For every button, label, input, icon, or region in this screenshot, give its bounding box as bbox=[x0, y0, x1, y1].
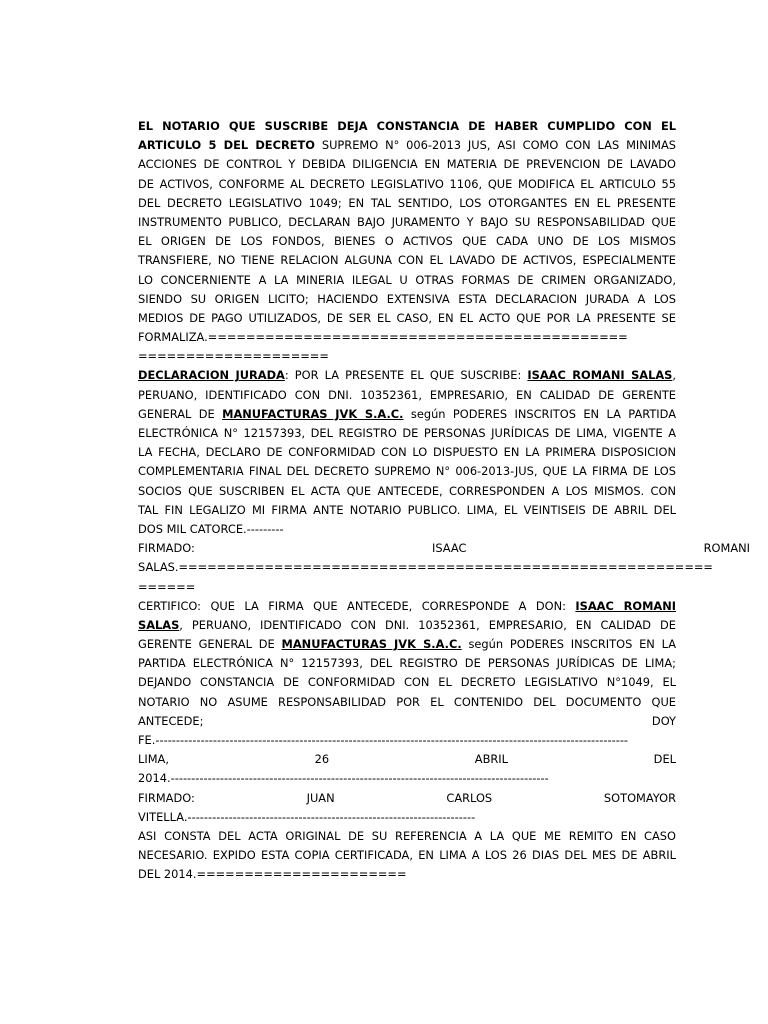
document-line bbox=[138, 635, 676, 654]
document-line bbox=[138, 616, 676, 635]
line-text: , PERUANO, IDENTIFICADO CON DNI. 10352361, EMPRESARIO, EN CALIDAD DE bbox=[179, 617, 676, 632]
line-text: GERENTE GENERAL DE bbox=[138, 637, 282, 652]
document-body bbox=[138, 117, 750, 885]
line-text: ASI CONSTA DEL ACTA ORIGINAL DE SU REFERENCIA A LA QUE ME REMITO EN CASO bbox=[138, 828, 676, 843]
line-text: , bbox=[672, 368, 676, 383]
document-line bbox=[138, 808, 676, 827]
line-text: TRANSFIERE, NO TIENE RELACION ALGUNA CON EL LAVADO DE ACTIVOS, ESPECIALMENTE bbox=[138, 253, 676, 268]
document-line bbox=[138, 597, 676, 616]
line-text: SALAS.======================================================== bbox=[138, 560, 713, 575]
emphasized-text: MANUFACTURAS JVK S.A.C. bbox=[281, 637, 462, 652]
document-line bbox=[138, 194, 676, 213]
line-text: DOS MIL CATORCE.--------- bbox=[138, 521, 284, 536]
line-text: 2014.-------------------------------------------------------------------------------------------- bbox=[138, 771, 549, 786]
line-text: MEDIOS DE PAGO UTILIZADOS, DE SER EL CASO, EN EL ACTO QUE POR LA PRESENTE SE bbox=[138, 310, 676, 325]
line-text: EL ORIGEN DE LOS FONDOS, BIENES O ACTIVOS QUE CADA UNO DE LOS MISMOS bbox=[138, 234, 676, 249]
emphasized-text: ISAAC ROMANI bbox=[575, 598, 676, 613]
document-line bbox=[138, 789, 676, 808]
line-text: ====== bbox=[138, 579, 196, 594]
document-line bbox=[138, 520, 676, 539]
document-line bbox=[138, 405, 676, 424]
document-line bbox=[138, 175, 676, 194]
line-text: ANTECEDE; DOY bbox=[138, 713, 676, 728]
line-text: ELECTRÓNICA N° 12157393, DEL REGISTRO DE PERSONAS JURÍDICAS DE LIMA, VIGENTE A bbox=[138, 426, 676, 440]
document-line bbox=[138, 558, 750, 577]
line-text: FE.------------------------------------------------------------------------------------------------------------------- bbox=[138, 733, 629, 747]
line-text: según PODERES INSCRITOS EN LA PARTIDA bbox=[403, 406, 676, 421]
document-line bbox=[138, 117, 676, 136]
line-text: SOCIOS QUE SUSCRIBEN EL ACTA QUE ANTECEDE, CORRESPONDEN A LOS MISMOS. CON bbox=[138, 483, 676, 498]
line-text: NECESARIO. EXPIDO ESTA COPIA CERTIFICADA, EN LIMA A LOS 26 DIAS DEL MES DE ABRIL bbox=[138, 848, 676, 863]
line-text: VITELLA.---------------------------------------------------------------------- bbox=[138, 809, 476, 824]
line-text: FIRMADO: JUAN CARLOS SOTOMAYOR bbox=[138, 790, 676, 805]
line-text: LA FECHA, DECLARO DE CONFORMIDAD CON LO DISPUESTO EN LA PRIMERA DISPOSICION bbox=[138, 445, 676, 460]
line-text: ==================== bbox=[138, 349, 329, 364]
document-line bbox=[138, 443, 676, 462]
emphasized-text: ISAAC ROMANI SALAS bbox=[527, 368, 673, 383]
line-text: SIENDO SU ORIGEN LICITO; HACIENDO EXTENSIVA ESTA DECLARACION JURADA A LOS bbox=[138, 291, 676, 306]
document-line bbox=[138, 712, 676, 731]
document-line bbox=[138, 328, 676, 347]
document-line bbox=[138, 462, 676, 481]
document-line bbox=[138, 213, 676, 232]
document-line bbox=[138, 290, 676, 309]
bold-text: ARTICULO 5 DEL DECRETO bbox=[138, 138, 315, 153]
line-text: TAL FIN LEGALIZO MI FIRMA ANTE NOTARIO PUBLICO. LIMA, EL VEINTISEIS DE ABRIL DEL bbox=[138, 502, 676, 517]
document-line bbox=[138, 654, 676, 673]
line-text: INSTRUMENTO PUBLICO, DECLARAN BAJO JURAMENTO Y BAJO SU RESPONSABILIDAD QUE bbox=[138, 214, 676, 229]
document-line bbox=[138, 271, 676, 290]
document-line bbox=[138, 673, 676, 692]
document-line bbox=[138, 865, 676, 884]
line-text: DEL 2014.====================== bbox=[138, 867, 407, 882]
line-text: LO CONCERNIENTE A LA MINERIA ILEGAL U OTRAS FORMAS DE CRIMEN ORGANIZADO, bbox=[138, 272, 676, 287]
line-text: SUPREMO N° 006-2013 JUS, ASI COMO CON LAS MINIMAS bbox=[314, 138, 676, 153]
bold-text: EL NOTARIO QUE SUSCRIBE DEJA CONSTANCIA DE HABER CUMPLIDO CON EL bbox=[138, 119, 676, 133]
emphasized-text: MANUFACTURAS JVK S.A.C. bbox=[222, 406, 404, 421]
document-line bbox=[138, 769, 676, 788]
emphasized-text: SALAS bbox=[138, 617, 180, 632]
line-text: según PODERES INSCRITOS EN LA bbox=[461, 637, 677, 652]
emphasized-text: DECLARACION JURADA bbox=[138, 368, 285, 383]
document-line bbox=[138, 309, 676, 328]
line-text: CERTIFICO: QUE LA FIRMA QUE ANTECEDE, CORRESPONDE A DON: bbox=[138, 598, 576, 613]
document-line bbox=[138, 750, 676, 769]
line-text: NOTARIO NO ASUME RESPONSABILIDAD POR EL CONTENIDO DEL DOCUMENTO QUE bbox=[138, 694, 676, 709]
document-line bbox=[138, 424, 676, 443]
document-line bbox=[138, 386, 676, 405]
line-text: ACCIONES DE CONTROL Y DEBIDA DILIGENCIA EN MATERIA DE PREVENCION DE LAVADO bbox=[138, 157, 676, 172]
document-line bbox=[138, 155, 676, 174]
document-line bbox=[138, 136, 676, 155]
line-text: PERUANO, IDENTIFICADO CON DNI. 10352361, EMPRESARIO, EN CALIDAD DE GERENTE bbox=[138, 387, 676, 402]
document-line bbox=[138, 347, 676, 366]
line-text: DEJANDO CONSTANCIA DE CONFORMIDAD CON EL DECRETO LEGISLATIVO N°1049, EL bbox=[138, 675, 676, 690]
document-line bbox=[138, 482, 676, 501]
line-text: DE ACTIVOS, CONFORME AL DECRETO LEGISLATIVO 1106, QUE MODIFICA EL ARTICULO 55 bbox=[138, 176, 676, 191]
document-line bbox=[138, 501, 676, 520]
line-text: DEL DECRETO LEGISLATIVO 1049; EN TAL SENTIDO, LOS OTORGANTES EN EL PRESENTE bbox=[138, 195, 676, 210]
document-line bbox=[138, 731, 676, 750]
line-text: LIMA, 26 ABRIL DEL bbox=[138, 752, 676, 767]
line-text: FIRMADO: ISAAC ROMANI bbox=[138, 541, 750, 556]
document-line bbox=[138, 827, 676, 846]
document-line bbox=[138, 251, 676, 270]
document-line bbox=[138, 578, 676, 597]
line-text: FORMALIZA.============================================ bbox=[138, 330, 628, 345]
document-line bbox=[138, 846, 676, 865]
document-line bbox=[138, 366, 676, 385]
document-line bbox=[138, 539, 750, 558]
line-text: GENERAL DE bbox=[138, 406, 223, 421]
line-text: PARTIDA ELECTRÓNICA N° 12157393, DEL REGISTRO DE PERSONAS JURÍDICAS DE LIMA; bbox=[138, 656, 676, 671]
line-text: COMPLEMENTARIA FINAL DEL DECRETO SUPREMO N° 006-2013-JUS, QUE LA FIRMA DE LOS bbox=[138, 464, 676, 479]
document-line bbox=[138, 693, 676, 712]
document-line bbox=[138, 232, 676, 251]
line-text: : POR LA PRESENTE EL QUE SUSCRIBE: bbox=[284, 368, 528, 383]
